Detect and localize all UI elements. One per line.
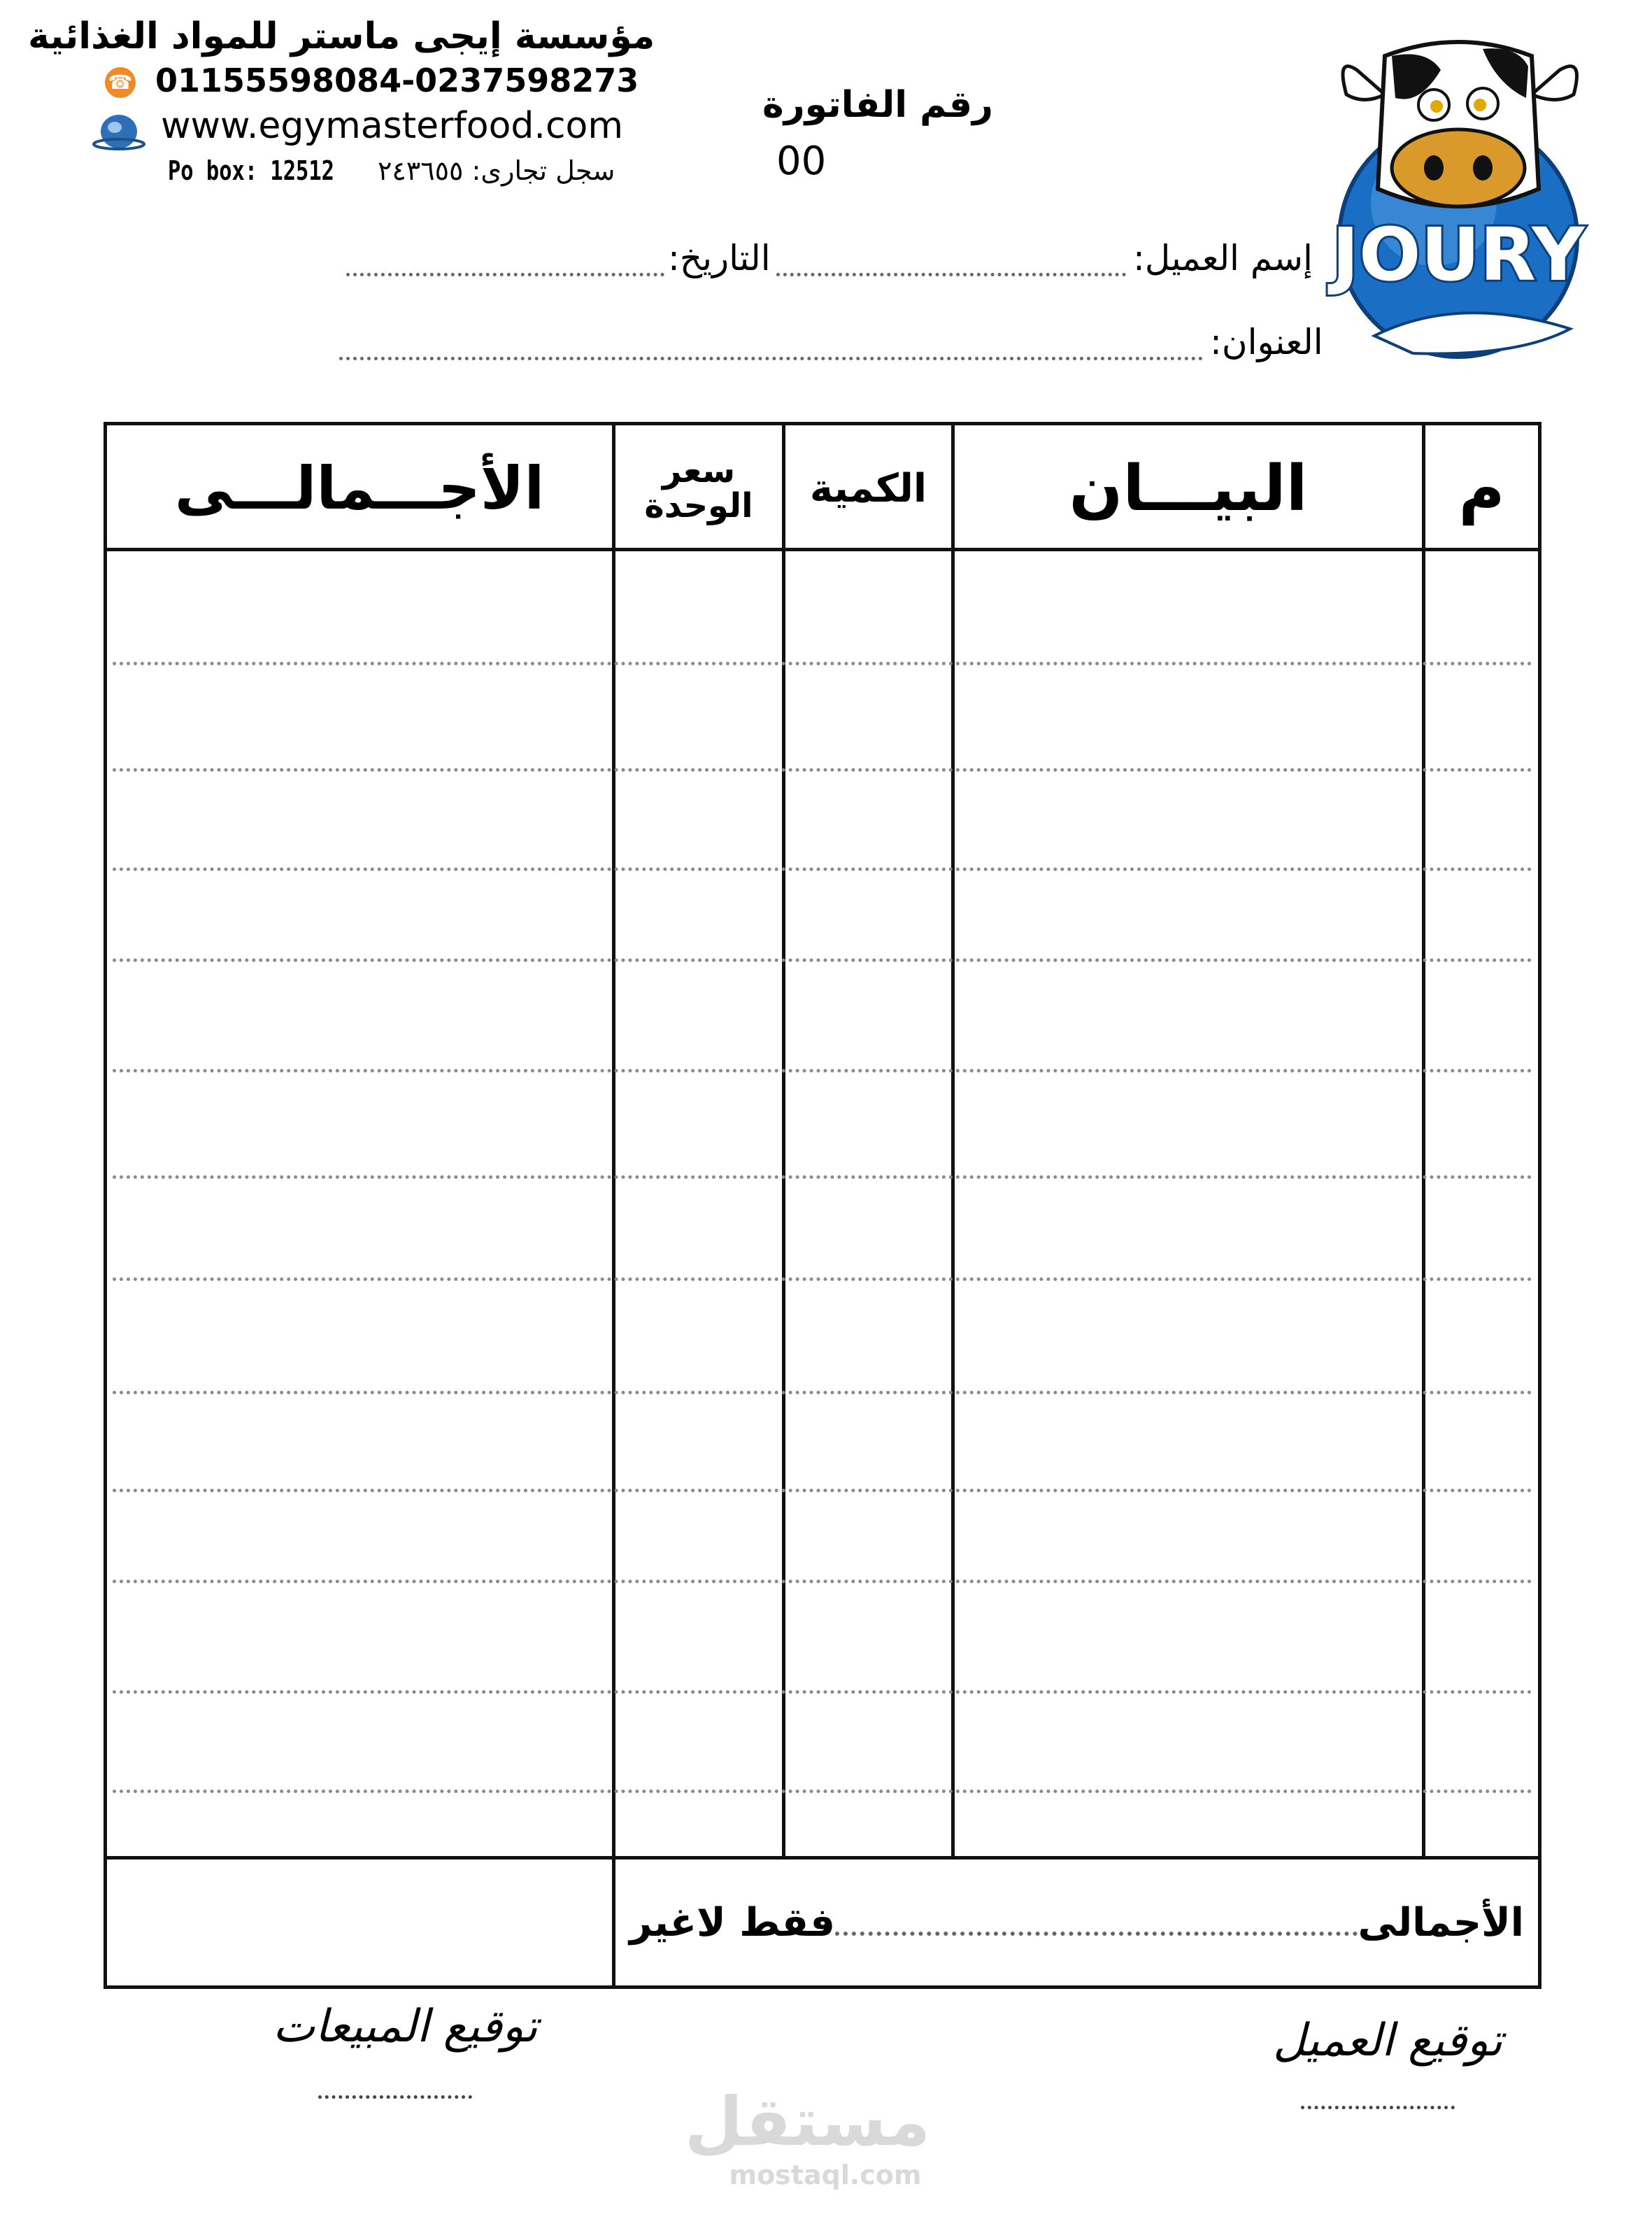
customer-signature-label: توقيع العميل [1273, 2015, 1503, 2067]
row-separator [113, 1790, 1532, 1793]
header-total: الأجـــمالـــى [174, 454, 545, 523]
row-separator [113, 867, 1532, 871]
date-field[interactable] [346, 273, 664, 276]
row-separator [113, 958, 1532, 962]
customer-name-field[interactable] [776, 273, 1126, 276]
col-divider [782, 425, 785, 1860]
row-separator [113, 1580, 1532, 1583]
row-separator [113, 1277, 1532, 1281]
logo-brand-text: JOURY [1332, 212, 1585, 297]
col-divider [1422, 425, 1425, 1860]
col-divider [612, 425, 615, 1985]
total-words-field[interactable] [835, 1931, 1358, 1936]
header-unit-price-line1: سعر [662, 451, 736, 490]
row-separator [113, 1690, 1532, 1694]
sales-signature-field[interactable] [318, 2095, 472, 2099]
row-separator [113, 1391, 1532, 1394]
row-separator [113, 1175, 1532, 1179]
address-field[interactable] [339, 357, 1203, 360]
total-amount-cell[interactable] [107, 1860, 612, 1985]
total-row [615, 1860, 1538, 1985]
address-label: العنوان: [1210, 322, 1323, 362]
customer-name-label: إسم العميل: [1133, 238, 1313, 278]
row-separator [113, 1069, 1532, 1072]
total-label: الأجمالى [1358, 1899, 1524, 1946]
invoice-table [104, 422, 1541, 1989]
row-separator [113, 662, 1532, 665]
company-name: مؤسسة إيجى ماستر للمواد الغذائية [28, 15, 655, 57]
row-separator [113, 768, 1532, 772]
watermark-latin: mostaql.com [729, 2160, 922, 2190]
only-text: فقط لاغير [629, 1899, 836, 1946]
invoice-number-label: رقم الفاتورة [762, 84, 993, 126]
watermark-arabic: مستقل [684, 2083, 930, 2161]
customer-signature-field[interactable] [1301, 2106, 1455, 2109]
date-label: التاريخ: [668, 238, 771, 278]
watermark [684, 2083, 930, 2190]
col-divider [951, 425, 955, 1860]
sales-signature-label: توقيع المبيعات [273, 2001, 538, 2053]
row-separator [113, 1489, 1532, 1492]
header-unit-price-line2: الوحدة [644, 486, 753, 525]
invoice-number: 00 [776, 139, 827, 184]
phone-numbers: 01155598084-0237598273 [155, 62, 639, 99]
commercial-register: سجل تجارى: ٢٤٣٦٥٥ [378, 155, 615, 186]
globe-icon [91, 109, 147, 151]
header-quantity: الكمية [809, 465, 927, 511]
website: www.egymasterfood.com [161, 105, 624, 147]
joury-logo [1308, 28, 1609, 364]
header-index: م [1458, 451, 1505, 525]
header-unit-price [615, 425, 782, 551]
pobox: Po box: 12512 [168, 155, 334, 186]
phone-icon: ☎ [105, 67, 136, 98]
header-description: البيـــان [1069, 451, 1308, 525]
